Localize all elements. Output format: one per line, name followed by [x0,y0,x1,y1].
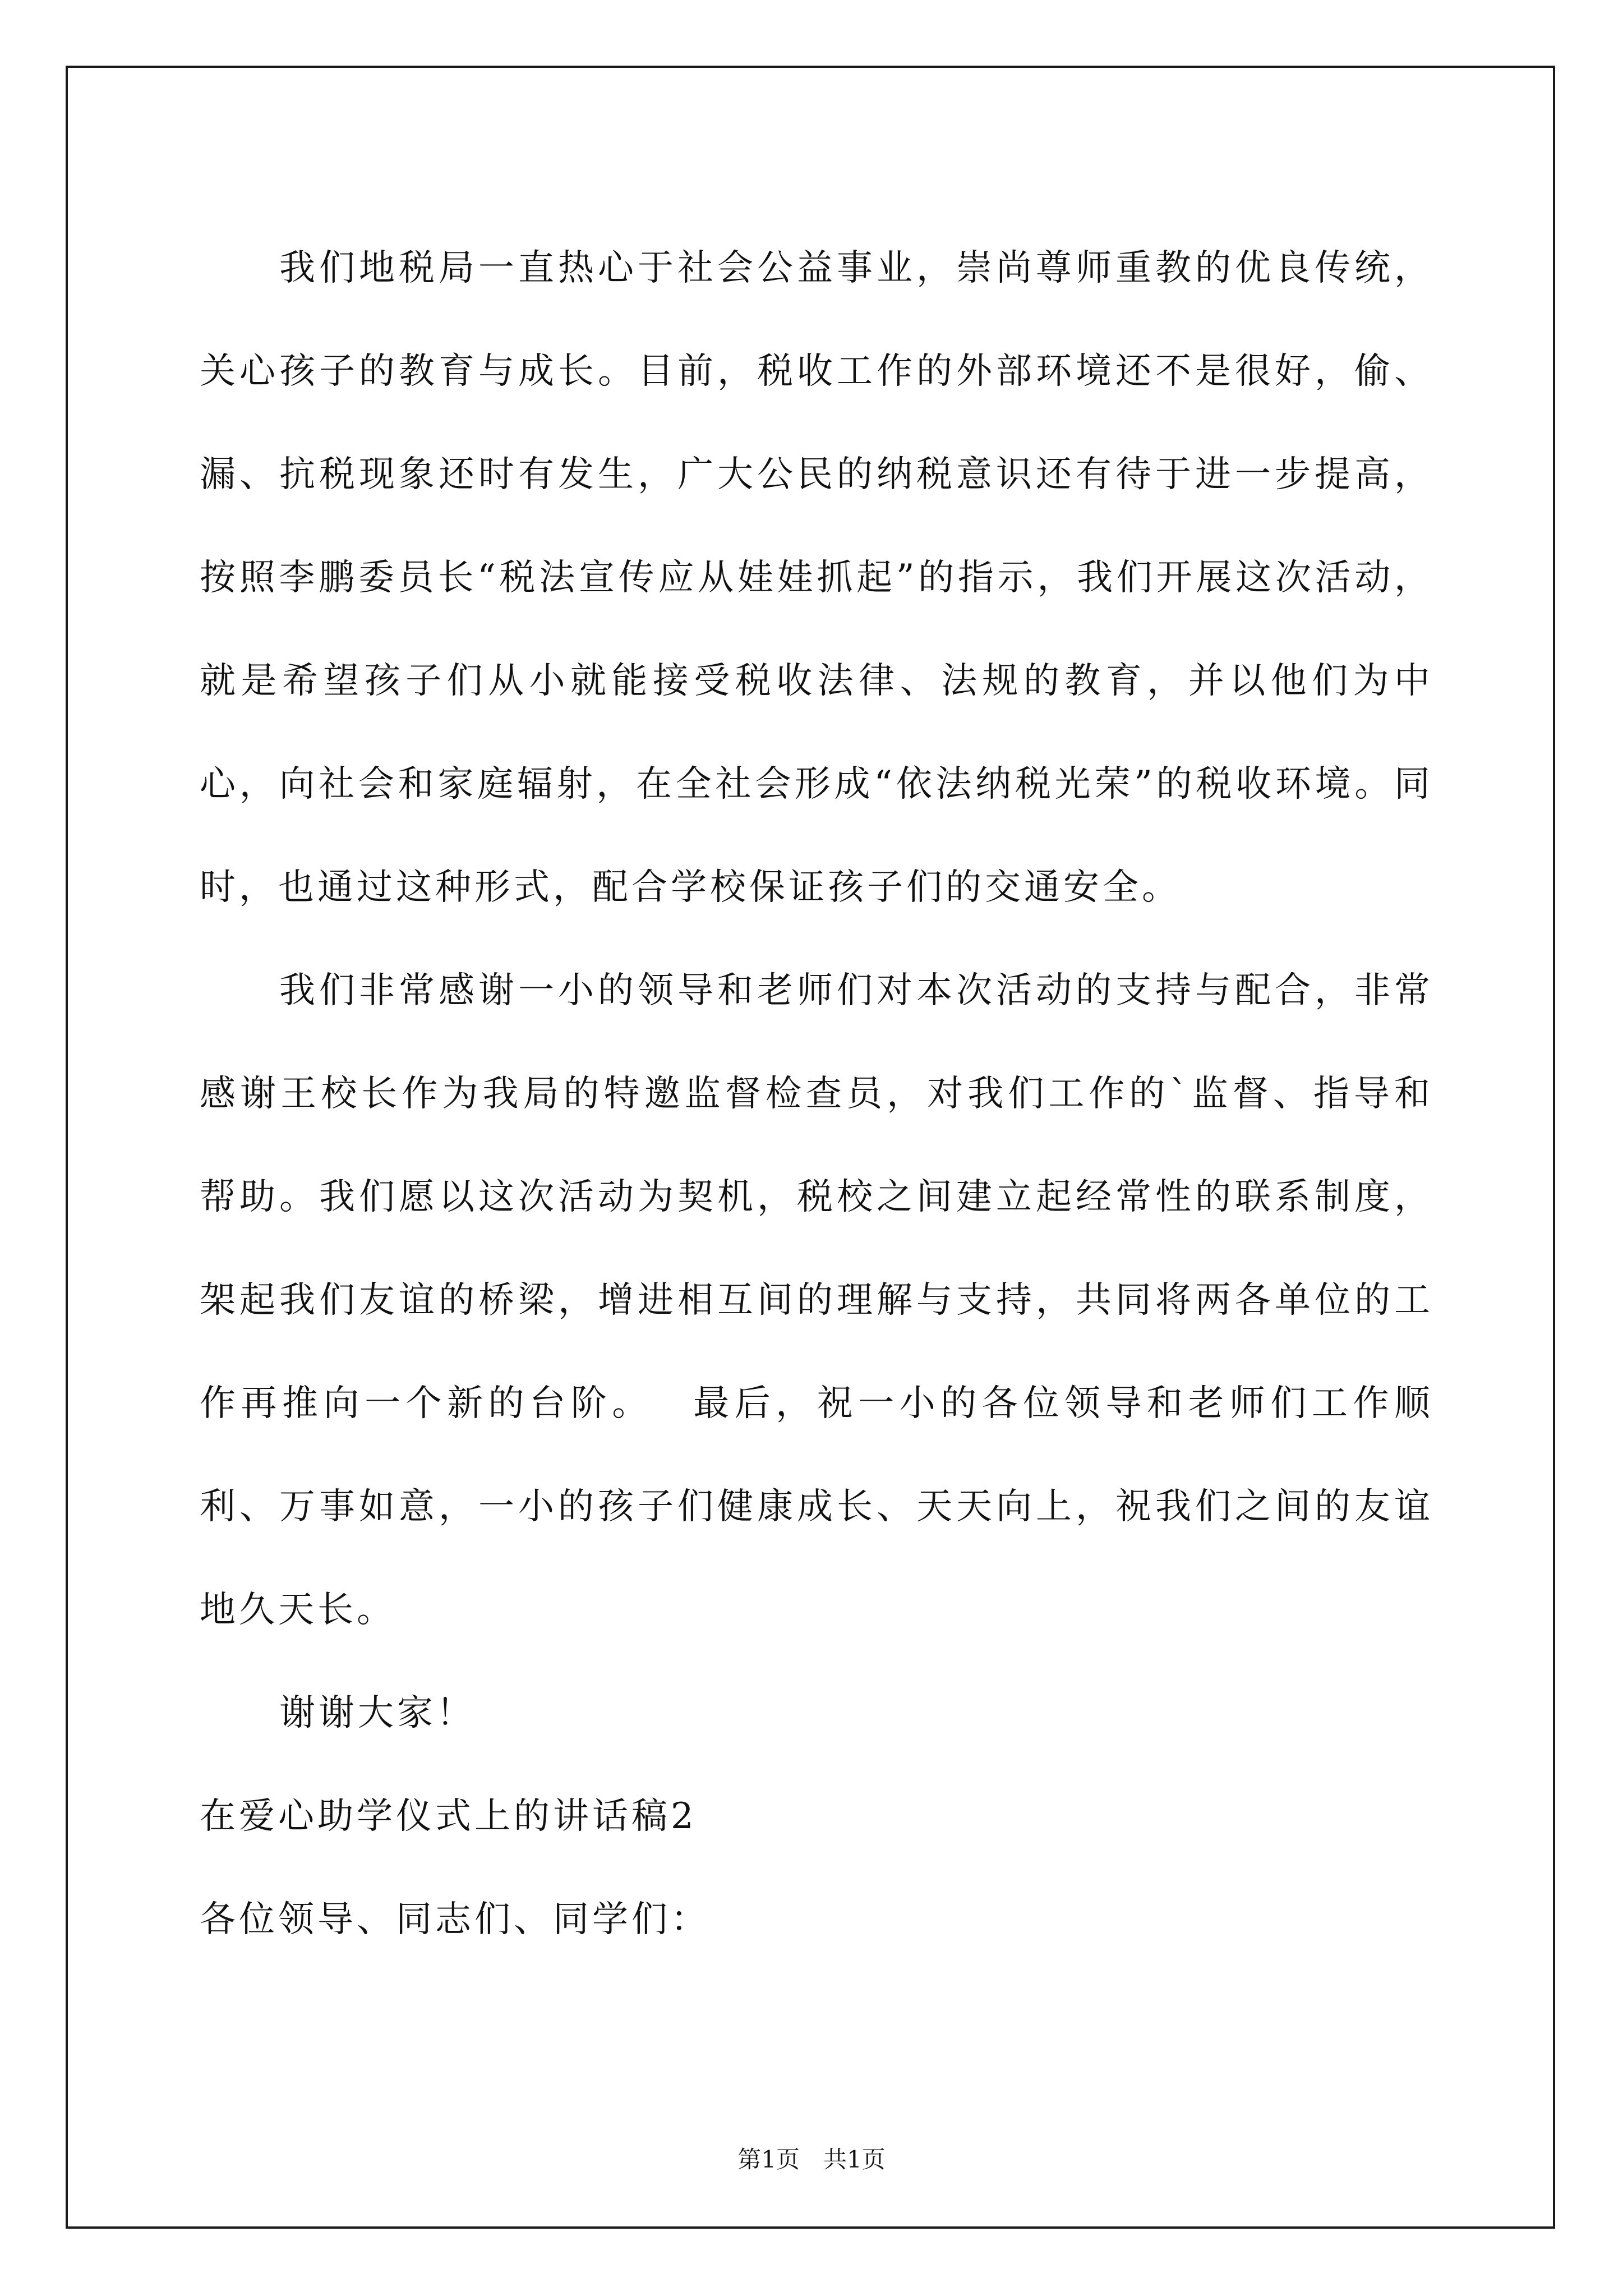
salutation: 各位领导、同志们、同学们： [200,1899,710,1940]
page-number-footer: 第1页 共1页 [737,2146,886,2173]
paragraph-2: 我们非常感谢一小的领导和老师们对本次活动的支持与配合，非常感谢王校长作为我局的特邀监督检查员，对我们工作的`监督、指导和帮助。我们愿以这次活动为契机，税校之间建立起经常性的联系制度，架起我们友谊的桥梁，增进相互间的理解与支持，共同将两各单位的工作再推向一个新的台阶。 最后，祝一小的各位领导和老师们工作顺利、万事如意，一小的孩子们健康成长、天天向上，祝我们之间的友谊地久天长。 [200,970,1433,1631]
paragraph-thanks: 谢谢大家！ [279,1692,476,1734]
speech-title: 在爱心助学仪式上的讲话稿2 [200,1796,697,1837]
paragraph-1: 我们地税局一直热心于社会公益事业，崇尚尊师重教的优良传统，关心孩子的教育与成长。目前，税收工作的外部环境还不是很好，偷、漏、抗税现象还时有发生，广大公民的纳税意识还有待于进一步提高，按照李鹏委员长“税法宣传应从娃娃抓起”的指示，我们开展这次活动，就是希望孩子们从小就能接受税收法律、法规的教育，并以他们为中心，向社会和家庭辐射，在全社会形成“依法纳税光荣”的税收环境。同时，也通过这种形式，配合学校保证孩子们的交通安全。 [200,247,1433,908]
document-body [200,217,1433,1971]
